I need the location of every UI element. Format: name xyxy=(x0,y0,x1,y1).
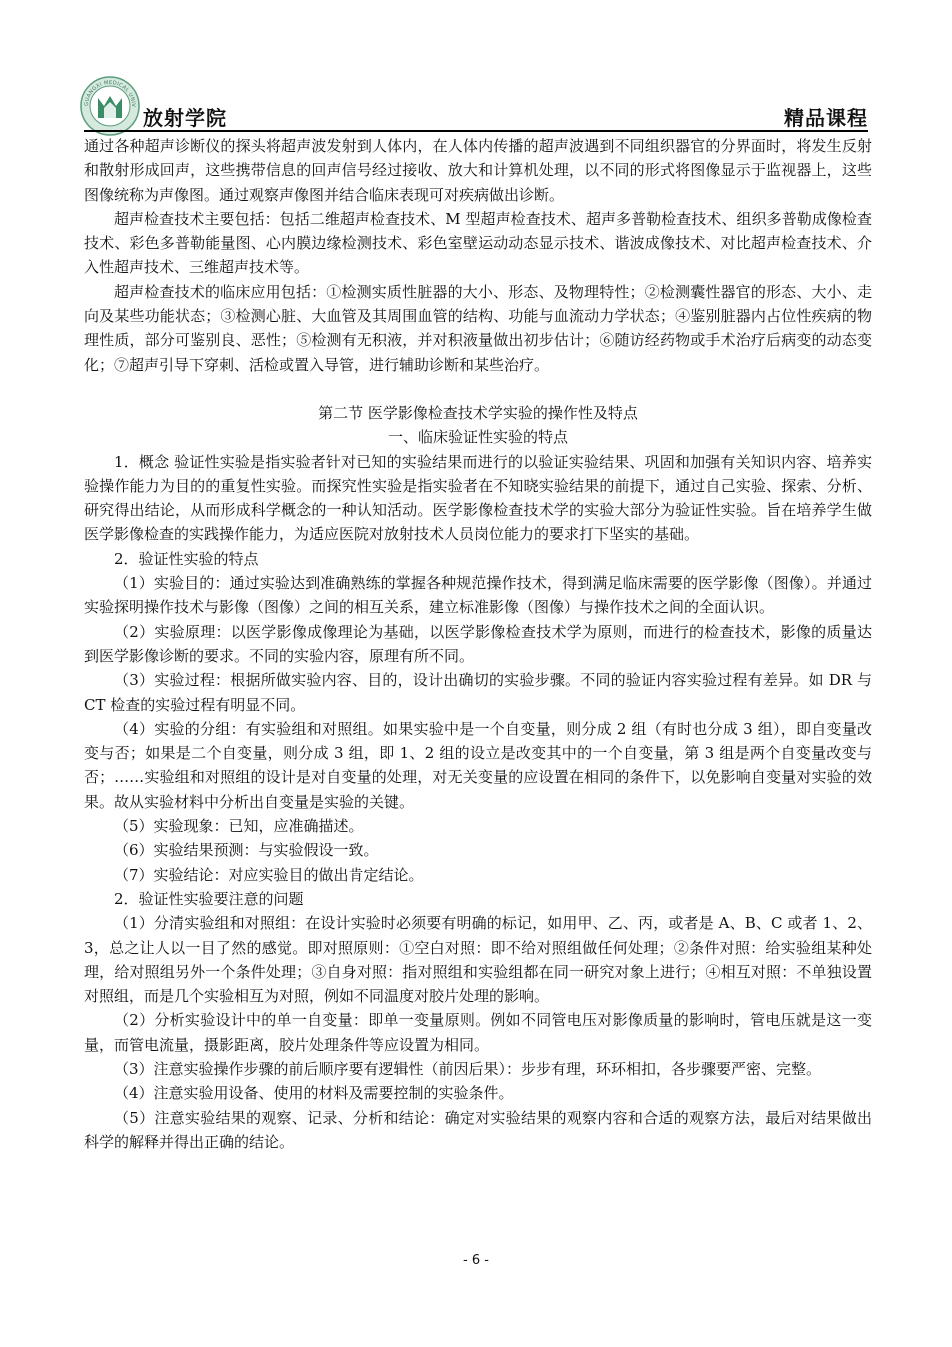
list-item-note-groups: （1）分清实验组和对照组：在设计实验时必须要有明确的标记，如用甲、乙、丙，或者是 A、B、C 或者 1、2、3，总之让人以一目了然的感觉。即对照原则：①空白对照：即不给对照组做任何处理；②条件对照：给实验组某种处理，给对照组另外一个条件处理；③自身对照：指对照组和实验组都在同一研究对象上进行；④相互对照：不单独设置对照组，而是几个实验相互为对照，例如不同温度对胶片处理的影响。 xyxy=(84,914,872,1006)
header-left-title: 放射学院 xyxy=(143,106,227,130)
list-item-note-equipment: （4）注意实验用设备、使用的材料及需要控制的实验条件。 xyxy=(114,1084,514,1103)
page-body xyxy=(84,134,872,1154)
paragraph-ultrasound-techniques: 超声检查技术主要包括：包括二维超声检查技术、M 型超声检查技术、超声多普勒检查技术、组织多普勒成像检查技术、彩色多普勒能量图、心内膜边缘检测技术、彩色室壁运动动态显示技术、谐波成像技术、对比超声检查技术、介入性超声技术、三维超声技术等。 xyxy=(84,209,872,277)
list-item-note-order: （3）注意实验操作步骤的前后顺序要有逻辑性（前因后果）：步步有理，环环相扣，各步骤要严密、完整。 xyxy=(114,1059,822,1078)
list-item-phenomenon: （5）实验现象：已知，应准确描述。 xyxy=(114,817,364,836)
logo-text: GUANGXI MEDICAL UNIV xyxy=(83,79,137,108)
heading-features: 2．验证性实验的特点 xyxy=(114,549,259,568)
list-item-prediction: （6）实验结果预测：与实验假设一致。 xyxy=(114,841,379,860)
header-rule xyxy=(84,130,868,132)
paragraph-concept: 1．概念 验证性实验是指实验者针对已知的实验结果而进行的以验证实验结果、巩固和加强有关知识内容、培养实验操作能力为目的的重复性实验。而探究性实验是指实验者在不知晓实验结果的前提下，通过自己实验、探索、分析、研究得出结论，从而形成科学概念的一种认知活动。医学影像检查技术学的实验大部分为验证性实验。旨在培养学生做医学影像检查的实践操作能力，为适应医院对放射技术人员岗位能力的要求打下坚实的基础。 xyxy=(84,452,872,544)
list-item-principle: （2）实验原理：以医学影像成像理论为基础，以医学影像检查技术学为原则，而进行的检查技术，影像的质量达到医学影像诊断的要求。不同的实验内容，原理有所不同。 xyxy=(84,622,872,665)
list-item-note-variable: （2）分析实验设计中的单一自变量：即单一变量原则。例如不同管电压对影像质量的影响时，管电压就是这一变量，而管电流量，摄影距离，胶片处理条件等应设置为相同。 xyxy=(84,1011,872,1054)
list-item-conclusion: （7）实验结论：对应实验目的做出肯定结论。 xyxy=(114,865,424,884)
heading-notes: 2．验证性实验要注意的问题 xyxy=(114,889,304,908)
paragraph-ultrasound-principle: 通过各种超声诊断仪的探头将超声波发射到人体内，在人体内传播的超声波遇到不同组织器官的分界面时，将发生反射和散射形成回声，这些携带信息的回声信号经过接收、放大和计算机处理，以不同的形式将图像显示于监视器上，这些图像统称为声像图。通过观察声像图并结合临床表现可对疾病做出诊断。 xyxy=(84,137,872,204)
page-number: - 6 - xyxy=(463,1253,489,1268)
list-item-process: （3）实验过程：根据所做实验内容、目的，设计出确切的实验步骤。不同的验证内容实验过程有差异。如 DR 与 CT 检查的实验过程有明显不同。 xyxy=(84,671,872,714)
header-right-title: 精品课程 xyxy=(784,106,868,130)
list-item-grouping: （4）实验的分组：有实验组和对照组。如果实验中是一个自变量，则分成 2 组（有时也分成 3 组），即自变量改变与否；如果是二个自变量，则分成 3 组，即 1、2 组的设立是改变其中的一个自变量，第 3 组是两个自变量改变与否；……实验组和对照组的设计是对自变量的处理，对无关变量的应设置在相同的条件下，以免影响自变量对实验的效果。故从实验材料中分析出自变量是实验的关键。 xyxy=(84,719,872,811)
paragraph-clinical-applications: 超声检查技术的临床应用包括：①检测实质性脏器的大小、形态、及物理特性；②检测囊性器官的形态、大小、走向及某些功能状态；③检测心脏、大血管及其周围血管的结构、功能与血流动力学状态；④鉴别脏器内占位性疾病的物理性质，部分可鉴别良、恶性；⑤检测有无积液，并对积液量做出初步估计；⑥随访经药物或手术治疗后病变的动态变化；⑦超声引导下穿刺、活检或置入导管，进行辅助诊断和某些治疗。 xyxy=(84,282,872,374)
section-title: 第二节 医学影像检查技术学实验的操作性及特点 xyxy=(318,403,638,422)
university-logo xyxy=(80,76,140,136)
list-item-purpose: （1）实验目的：通过实验达到准确熟练的掌握各种规范操作技术，得到满足临床需要的医学影像（图像）。并通过实验探明操作技术与影像（图像）之间的相互关系，建立标准影像（图像）与操作技术之间的全面认识。 xyxy=(84,574,872,617)
list-item-note-results: （5）注意实验结果的观察、记录、分析和结论：确定对实验结果的观察内容和合适的观察方法，最后对结果做出科学的解释并得出正确的结论。 xyxy=(84,1108,872,1151)
subsection-title: 一、临床验证性实验的特点 xyxy=(387,428,568,447)
